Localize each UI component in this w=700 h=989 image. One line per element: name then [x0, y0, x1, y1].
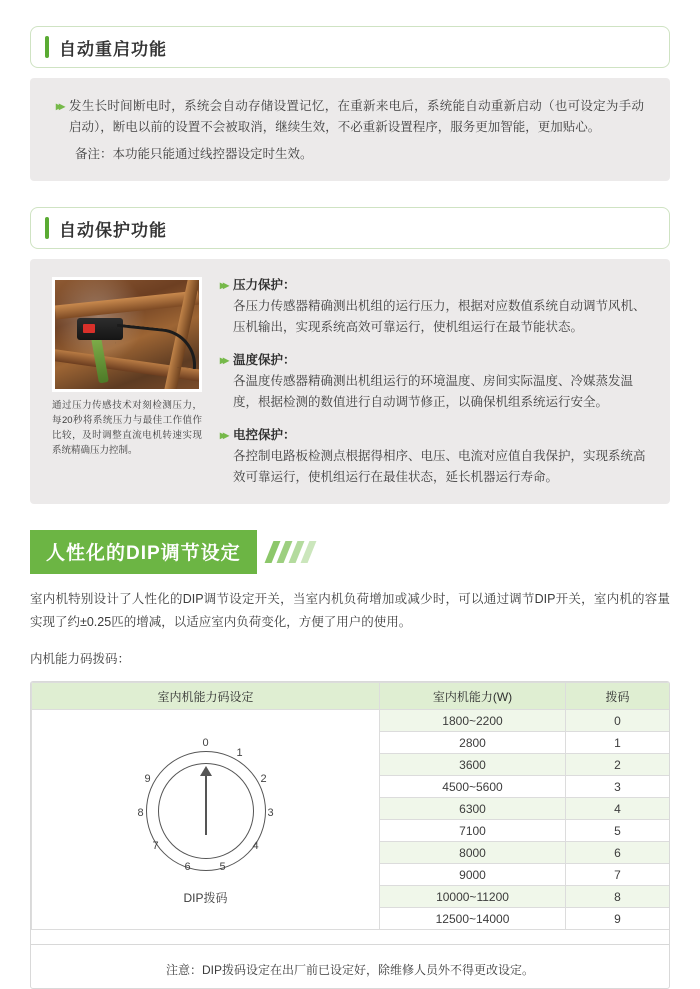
- double-chevron-icon: ▸▸: [220, 428, 227, 442]
- protection-item-title: 电控保护：: [233, 428, 296, 442]
- table-cell-code: 1: [566, 732, 670, 754]
- dip-footer-note: 注意：DIP拨码设定在出厂前已设定好，除维修人员外不得更改设定。: [165, 963, 534, 977]
- table-cell-code: 3: [566, 776, 670, 798]
- dip-table-wrap: [30, 681, 670, 989]
- auto-restart-text: 发生长时间断电时，系统会自动存储设置记忆，在重新来电后，系统能自动重新启动（也可设定为手动启动），断电以前的设置不会被取消，继续生效，不必重新设置程序，服务更加智能，更加贴心。: [69, 99, 644, 134]
- double-chevron-icon: ▸▸: [220, 278, 227, 292]
- protection-item: [220, 425, 648, 488]
- table-cell-code: 5: [566, 820, 670, 842]
- dip-dial-cell: [32, 710, 380, 930]
- table-cell-code: 4: [566, 798, 670, 820]
- table-cell-capacity: 3600: [380, 754, 566, 776]
- protection-item-text: 各控制电路板检测点根据得相序、电压、电流对应值自我保护，实现系统高效可靠运行，使机组运行在最佳状态，延长机器运行寿命。: [233, 449, 646, 484]
- dial-number: 6: [184, 861, 191, 873]
- dial-pointer-arrow: [205, 775, 207, 835]
- page: [0, 26, 700, 977]
- table-cell-capacity: 2800: [380, 732, 566, 754]
- pipe-decor: [55, 291, 200, 320]
- protection-item: [220, 275, 648, 338]
- dial-number: 9: [144, 773, 151, 785]
- table-cell-capacity: 12500~14000: [380, 908, 566, 930]
- dial-number: 8: [137, 807, 144, 819]
- dip-section-title: 人性化的DIP调节设定: [30, 530, 257, 574]
- dip-dial-caption: DIP拨码: [183, 891, 228, 905]
- dial-number: 2: [260, 773, 267, 785]
- protection-item-text: 各温度传感器精确测出机组运行的环境温度、房间实际温度、冷媒蒸发温度，根据检测的数值进行自动调节修正，以确保机组系统运行安全。: [233, 374, 634, 409]
- auto-restart-item: [56, 96, 644, 138]
- protection-list: [220, 275, 648, 488]
- dip-sub-label: 内机能力码拨码：: [30, 652, 131, 666]
- table-cell-code: 6: [566, 842, 670, 864]
- auto-restart-note: 备注：本功能只能通过线控器设定时生效。: [75, 147, 313, 161]
- section-title: 自动重启功能: [59, 39, 167, 59]
- accent-bar: [45, 36, 49, 58]
- table-header-cell: 拨码: [566, 683, 670, 710]
- table-cell-capacity: 1800~2200: [380, 710, 566, 732]
- dial-number: 1: [236, 747, 243, 759]
- dip-title-row: [30, 530, 670, 574]
- section-title: 自动保护功能: [59, 220, 167, 240]
- dial-number: 5: [219, 861, 226, 873]
- pressure-sensor-figure: [52, 277, 202, 458]
- protection-item: [220, 350, 648, 413]
- protection-item-text: 各压力传感器精确测出机组的运行压力，根据对应数值系统自动调节风机、压机输出，实现系统高效可靠运行，使机组运行在最节能状态。: [233, 299, 646, 334]
- dip-paragraph: 室内机特别设计了人性化的DIP调节设定开关，当室内机负荷增加或减少时，可以通过调节DIP开关，室内机的容量实现了约±0.25匹的增减，以适应室内负荷变化，方便了用户的使用。: [30, 592, 670, 629]
- section-header-auto-protect: [30, 207, 670, 249]
- table-cell-code: 0: [566, 710, 670, 732]
- protection-item-title: 温度保护：: [233, 353, 296, 367]
- table-cell-code: 2: [566, 754, 670, 776]
- table-cell-capacity: 6300: [380, 798, 566, 820]
- auto-restart-panel: [30, 78, 670, 181]
- auto-protect-panel: [30, 259, 670, 504]
- dial-number: 0: [202, 737, 209, 749]
- table-cell-capacity: 10000~11200: [380, 886, 566, 908]
- table-cell-capacity: 9000: [380, 864, 566, 886]
- dip-table: [31, 682, 670, 930]
- dial-number: 7: [152, 840, 159, 852]
- table-cell-capacity: 7100: [380, 820, 566, 842]
- table-cell-capacity: 8000: [380, 842, 566, 864]
- divider: [31, 944, 669, 945]
- table-header-cell: 室内机能力码设定: [32, 683, 380, 710]
- table-cell-code: 8: [566, 886, 670, 908]
- figure-caption: 通过压力传感技术对刻检测压力，每20秒将系统压力与最佳工作值作比较，及时调整直流电机转速实现系统精确压力控制。: [52, 400, 202, 456]
- protection-item-title: 压力保护：: [233, 278, 296, 292]
- accent-bar: [45, 217, 49, 239]
- pressure-sensor-photo: [52, 277, 202, 392]
- double-chevron-icon: ▸▸: [56, 99, 63, 113]
- section-header-auto-restart: [30, 26, 670, 68]
- dip-dial-graphic: [130, 735, 282, 887]
- table-cell-capacity: 4500~5600: [380, 776, 566, 798]
- table-cell-code: 9: [566, 908, 670, 930]
- dial-number: 4: [252, 840, 259, 852]
- double-chevron-icon: ▸▸: [220, 353, 227, 367]
- table-header-row: [32, 683, 670, 710]
- table-row: [32, 710, 670, 732]
- slash-decor-icon: [269, 541, 317, 563]
- table-header-cell: 室内机能力(W): [380, 683, 566, 710]
- dial-number: 3: [267, 807, 274, 819]
- table-cell-code: 7: [566, 864, 670, 886]
